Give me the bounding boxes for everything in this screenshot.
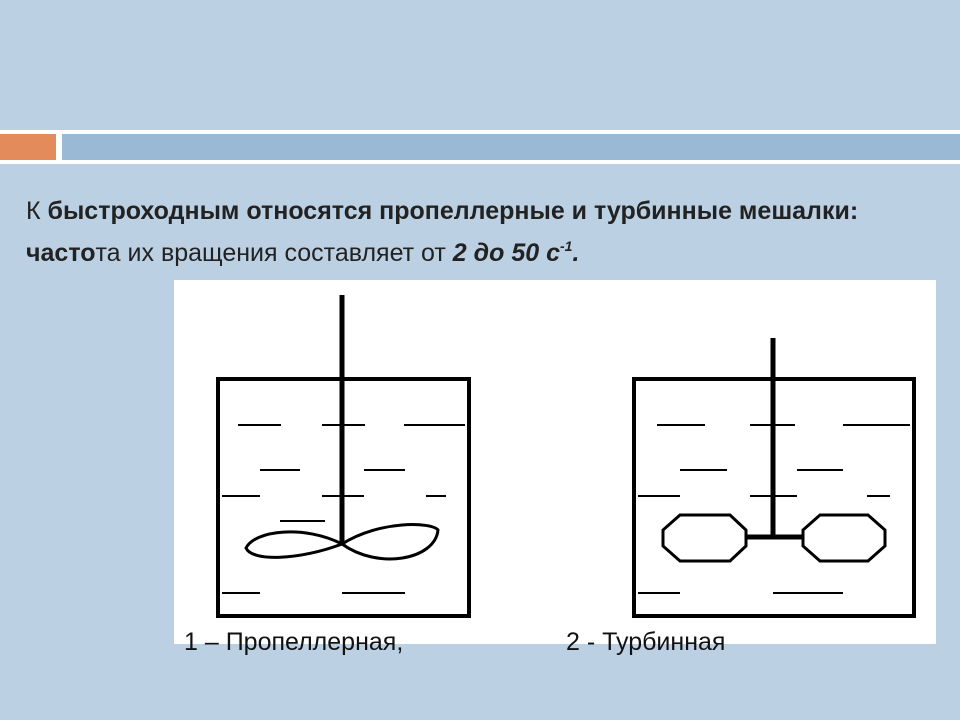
heading-text-bold: быстроходным относятся пропеллерные и турбинные мешалки: часто (26, 197, 859, 267)
propeller-mixer-vessel (218, 295, 469, 616)
turbine-mixer-vessel (634, 338, 914, 616)
turbine-caption: 2 - Турбинная (566, 628, 726, 656)
heading-superscript: -1 (559, 238, 573, 254)
heading-frequency: 2 до 50 с (452, 239, 560, 267)
turbine-blade-right (803, 515, 885, 561)
turbine-blade-left (663, 515, 746, 561)
heading-period: . (572, 239, 580, 267)
propeller-blade-left (246, 532, 342, 557)
propeller-blade-right (342, 525, 438, 559)
heading-text-1: К (26, 197, 48, 225)
heading-text-2: та их вращения составляет от (95, 239, 453, 267)
propeller-caption: 1 – Пропеллерная, (184, 628, 404, 656)
